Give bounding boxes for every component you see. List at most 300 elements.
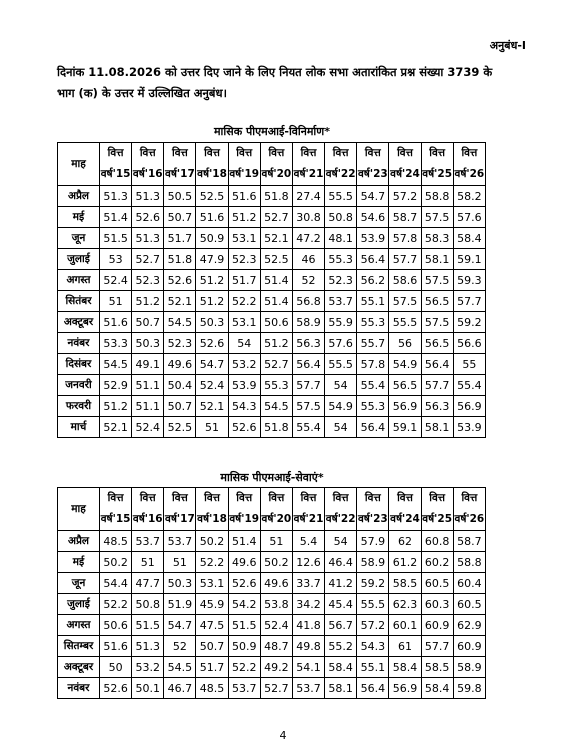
pmi-value-cell: 51.4 xyxy=(260,270,292,291)
pmi-value-cell: 49.6 xyxy=(164,354,196,375)
pmi-value-cell: 53.9 xyxy=(453,417,485,438)
pmi-value-cell: 56.3 xyxy=(421,396,453,417)
pmi-value-cell: 33.7 xyxy=(292,573,324,594)
year-label: वर्ष'18 xyxy=(197,513,227,525)
month-cell: सितम्बर xyxy=(58,636,100,657)
pmi-value-cell: 52.4 xyxy=(196,375,228,396)
pmi-value-cell: 51.2 xyxy=(132,291,164,312)
manufacturing-pmi-table xyxy=(57,142,486,438)
month-cell: मार्च xyxy=(58,417,100,438)
manufacturing-table-title: मासिक पीएमआई-विनिर्माण* xyxy=(213,125,330,138)
pmi-value-cell: 59.1 xyxy=(453,249,485,270)
pmi-value-cell: 58.9 xyxy=(357,552,389,573)
pmi-value-cell: 53.7 xyxy=(325,291,357,312)
pmi-value-cell: 59.2 xyxy=(357,573,389,594)
pmi-value-cell: 58.3 xyxy=(421,228,453,249)
pmi-value-cell: 50.2 xyxy=(196,531,228,552)
pmi-value-cell: 47.9 xyxy=(196,249,228,270)
pmi-value-cell: 46.7 xyxy=(164,678,196,699)
pmi-value-cell: 56.5 xyxy=(421,333,453,354)
pmi-value-cell: 52.6 xyxy=(196,333,228,354)
pmi-value-cell: 52.1 xyxy=(196,396,228,417)
pmi-value-cell: 55.9 xyxy=(325,312,357,333)
month-cell: जून xyxy=(58,228,100,249)
year-label: वर्ष'17 xyxy=(165,513,195,525)
year-column-header xyxy=(389,488,421,531)
pmi-value-cell: 54 xyxy=(325,417,357,438)
fin-label: वित्त xyxy=(332,147,349,159)
pmi-value-cell: 50.3 xyxy=(132,333,164,354)
pmi-value-cell: 60.8 xyxy=(421,531,453,552)
month-cell: जून xyxy=(58,573,100,594)
pmi-value-cell: 56.7 xyxy=(325,615,357,636)
pmi-value-cell: 58.4 xyxy=(325,657,357,678)
pmi-value-cell: 53.7 xyxy=(164,531,196,552)
table-row xyxy=(58,531,486,552)
pmi-value-cell: 52.3 xyxy=(132,270,164,291)
month-cell: नवंबर xyxy=(58,333,100,354)
pmi-value-cell: 56.4 xyxy=(421,354,453,375)
pmi-value-cell: 54.4 xyxy=(100,573,132,594)
pmi-value-cell: 52.6 xyxy=(164,270,196,291)
pmi-value-cell: 12.6 xyxy=(292,552,324,573)
pmi-value-cell: 53.1 xyxy=(228,312,260,333)
pmi-value-cell: 58.5 xyxy=(421,657,453,678)
table-row xyxy=(58,417,486,438)
year-label: वर्ष'22 xyxy=(325,168,356,180)
pmi-value-cell: 55.5 xyxy=(389,312,421,333)
year-label: वर्ष'26 xyxy=(454,513,485,525)
pmi-value-cell: 60.4 xyxy=(453,573,485,594)
services-table-title: मासिक पीएमआई-सेवाएं* xyxy=(220,471,324,484)
month-cell: अगस्त xyxy=(58,615,100,636)
pmi-value-cell: 51 xyxy=(100,291,132,312)
pmi-value-cell: 47.5 xyxy=(196,615,228,636)
pmi-value-cell: 54.3 xyxy=(357,636,389,657)
pmi-value-cell: 59.8 xyxy=(453,678,485,699)
table-row xyxy=(58,249,486,270)
month-cell: जनवरी xyxy=(58,375,100,396)
pmi-value-cell: 62 xyxy=(389,531,421,552)
pmi-value-cell: 55.1 xyxy=(357,291,389,312)
pmi-value-cell: 51.4 xyxy=(100,207,132,228)
pmi-value-cell: 58.4 xyxy=(389,657,421,678)
fin-label: वित्त xyxy=(461,147,478,159)
month-cell: नवंबर xyxy=(58,678,100,699)
table-row xyxy=(58,333,486,354)
year-label: वर्ष'26 xyxy=(454,168,485,180)
pmi-value-cell: 62.3 xyxy=(389,594,421,615)
pmi-value-cell: 54.7 xyxy=(357,186,389,207)
pmi-value-cell: 56.9 xyxy=(453,396,485,417)
pmi-value-cell: 56.5 xyxy=(389,375,421,396)
annex-label: अनुबंध-I xyxy=(489,39,526,52)
pmi-value-cell: 50.1 xyxy=(132,678,164,699)
pmi-value-cell: 46 xyxy=(292,249,324,270)
pmi-value-cell: 58.1 xyxy=(421,249,453,270)
pmi-value-cell: 53.2 xyxy=(132,657,164,678)
pmi-value-cell: 51.6 xyxy=(100,312,132,333)
pmi-value-cell: 51.8 xyxy=(260,186,292,207)
table-row xyxy=(58,354,486,375)
pmi-value-cell: 34.2 xyxy=(292,594,324,615)
pmi-value-cell: 57.5 xyxy=(421,207,453,228)
pmi-value-cell: 57.2 xyxy=(389,186,421,207)
pmi-value-cell: 51 xyxy=(260,531,292,552)
pmi-value-cell: 52.3 xyxy=(164,333,196,354)
pmi-value-cell: 45.9 xyxy=(196,594,228,615)
pmi-value-cell: 48.5 xyxy=(100,531,132,552)
pmi-value-cell: 55.4 xyxy=(453,375,485,396)
table-row xyxy=(58,186,486,207)
table-row xyxy=(58,396,486,417)
month-cell: अप्रैल xyxy=(58,186,100,207)
pmi-value-cell: 57.5 xyxy=(421,270,453,291)
pmi-value-cell: 53.1 xyxy=(228,228,260,249)
fin-label: वित्त xyxy=(364,492,381,504)
year-column-header xyxy=(100,488,132,531)
pmi-value-cell: 52.5 xyxy=(260,249,292,270)
pmi-value-cell: 49.1 xyxy=(132,354,164,375)
pmi-value-cell: 54.9 xyxy=(389,354,421,375)
pmi-value-cell: 50.5 xyxy=(164,186,196,207)
fin-label: वित्त xyxy=(461,492,478,504)
table-row xyxy=(58,594,486,615)
pmi-value-cell: 56.5 xyxy=(421,291,453,312)
month-cell: सितंबर xyxy=(58,291,100,312)
month-cell: अगस्त xyxy=(58,270,100,291)
year-label: वर्ष'25 xyxy=(422,168,452,180)
year-label: वर्ष'22 xyxy=(325,513,356,525)
month-cell: अक्टूबर xyxy=(58,657,100,678)
pmi-value-cell: 57.6 xyxy=(325,333,357,354)
pmi-value-cell: 56 xyxy=(389,333,421,354)
pmi-value-cell: 55.4 xyxy=(292,417,324,438)
pmi-value-cell: 52.2 xyxy=(228,291,260,312)
table-row xyxy=(58,573,486,594)
month-cell: अप्रैल xyxy=(58,531,100,552)
pmi-value-cell: 56.9 xyxy=(389,678,421,699)
table-row xyxy=(58,678,486,699)
pmi-value-cell: 57.7 xyxy=(292,375,324,396)
year-label: वर्ष'16 xyxy=(132,168,163,180)
month-cell: अक्टूबर xyxy=(58,312,100,333)
pmi-value-cell: 47.2 xyxy=(292,228,324,249)
pmi-value-cell: 54 xyxy=(325,375,357,396)
pmi-value-cell: 51.1 xyxy=(132,396,164,417)
pmi-value-cell: 49.8 xyxy=(292,636,324,657)
pmi-value-cell: 55.4 xyxy=(357,375,389,396)
pmi-value-cell: 52.6 xyxy=(228,573,260,594)
pmi-value-cell: 51.4 xyxy=(228,531,260,552)
year-label: वर्ष'15 xyxy=(100,168,131,180)
year-label: वर्ष'18 xyxy=(197,168,227,180)
pmi-value-cell: 54.1 xyxy=(292,657,324,678)
pmi-value-cell: 52.7 xyxy=(260,678,292,699)
year-column-header xyxy=(421,488,453,531)
pmi-value-cell: 50.2 xyxy=(260,552,292,573)
year-column-header xyxy=(389,143,421,186)
table-row xyxy=(58,657,486,678)
pmi-value-cell: 52.3 xyxy=(228,249,260,270)
year-label: वर्ष'19 xyxy=(229,513,260,525)
fin-label: वित्त xyxy=(397,147,413,159)
pmi-value-cell: 58.9 xyxy=(292,312,324,333)
pmi-value-cell: 53.9 xyxy=(357,228,389,249)
pmi-value-cell: 50.7 xyxy=(164,207,196,228)
pmi-value-cell: 51.5 xyxy=(132,615,164,636)
pmi-value-cell: 47.7 xyxy=(132,573,164,594)
pmi-value-cell: 60.2 xyxy=(421,552,453,573)
pmi-value-cell: 58.4 xyxy=(421,678,453,699)
pmi-value-cell: 51.2 xyxy=(228,207,260,228)
pmi-value-cell: 50.7 xyxy=(196,636,228,657)
pmi-value-cell: 51.6 xyxy=(100,636,132,657)
pmi-value-cell: 60.9 xyxy=(421,615,453,636)
table-row xyxy=(58,270,486,291)
pmi-value-cell: 52.1 xyxy=(260,228,292,249)
pmi-value-cell: 60.9 xyxy=(453,636,485,657)
pmi-value-cell: 51.2 xyxy=(196,270,228,291)
pmi-value-cell: 30.8 xyxy=(292,207,324,228)
pmi-value-cell: 50.6 xyxy=(260,312,292,333)
pmi-value-cell: 51.2 xyxy=(260,333,292,354)
year-label: वर्ष'24 xyxy=(390,513,420,525)
pmi-value-cell: 52.3 xyxy=(325,270,357,291)
pmi-value-cell: 55.3 xyxy=(357,312,389,333)
pmi-value-cell: 51.8 xyxy=(164,249,196,270)
pmi-value-cell: 56.4 xyxy=(357,249,389,270)
pmi-value-cell: 54.7 xyxy=(196,354,228,375)
pmi-value-cell: 51.2 xyxy=(100,396,132,417)
pmi-value-cell: 58.1 xyxy=(325,678,357,699)
pmi-value-cell: 52.2 xyxy=(196,552,228,573)
year-label: वर्ष'23 xyxy=(357,513,388,525)
fin-label: वित्त xyxy=(204,492,220,504)
month-cell: जुलाई xyxy=(58,594,100,615)
fin-label: वित्त xyxy=(300,492,317,504)
pmi-value-cell: 55.3 xyxy=(325,249,357,270)
pmi-value-cell: 60.5 xyxy=(453,594,485,615)
pmi-value-cell: 57.8 xyxy=(357,354,389,375)
pmi-value-cell: 53.3 xyxy=(100,333,132,354)
year-label: वर्ष'19 xyxy=(229,168,260,180)
month-cell: फरवरी xyxy=(58,396,100,417)
fin-label: वित्त xyxy=(268,147,285,159)
year-label: वर्ष'17 xyxy=(165,168,195,180)
pmi-value-cell: 51 xyxy=(164,552,196,573)
pmi-value-cell: 51.6 xyxy=(196,207,228,228)
pmi-value-cell: 54.6 xyxy=(357,207,389,228)
year-column-header xyxy=(357,488,389,531)
pmi-value-cell: 62.9 xyxy=(453,615,485,636)
pmi-value-cell: 51.7 xyxy=(196,657,228,678)
fin-label: वित्त xyxy=(204,147,220,159)
month-cell: मई xyxy=(58,552,100,573)
pmi-value-cell: 61.2 xyxy=(389,552,421,573)
month-column-header: माह xyxy=(58,488,100,531)
pmi-value-cell: 52.7 xyxy=(260,354,292,375)
pmi-value-cell: 51.3 xyxy=(132,636,164,657)
year-column-header xyxy=(100,143,132,186)
pmi-value-cell: 54.5 xyxy=(260,396,292,417)
pmi-value-cell: 52.6 xyxy=(100,678,132,699)
table-row xyxy=(58,207,486,228)
pmi-value-cell: 41.2 xyxy=(325,573,357,594)
pmi-value-cell: 50.7 xyxy=(132,312,164,333)
pmi-value-cell: 51.5 xyxy=(228,615,260,636)
pmi-value-cell: 57.8 xyxy=(389,228,421,249)
pmi-value-cell: 60.1 xyxy=(389,615,421,636)
year-label: वर्ष'15 xyxy=(100,513,131,525)
pmi-value-cell: 56.4 xyxy=(292,354,324,375)
year-column-header xyxy=(453,143,485,186)
pmi-value-cell: 50.8 xyxy=(132,594,164,615)
month-cell: जुलाई xyxy=(58,249,100,270)
fin-label: वित्त xyxy=(300,147,317,159)
pmi-value-cell: 52.4 xyxy=(132,417,164,438)
pmi-value-cell: 53.7 xyxy=(132,531,164,552)
pmi-value-cell: 48.1 xyxy=(325,228,357,249)
pmi-value-cell: 49.6 xyxy=(228,552,260,573)
table-row xyxy=(58,552,486,573)
year-label: वर्ष'25 xyxy=(422,513,452,525)
header-row xyxy=(58,488,486,531)
pmi-value-cell: 52 xyxy=(164,636,196,657)
pmi-value-cell: 50.9 xyxy=(228,636,260,657)
pmi-value-cell: 57.7 xyxy=(453,291,485,312)
year-column-header xyxy=(292,488,324,531)
pmi-value-cell: 55.3 xyxy=(357,396,389,417)
year-column-header xyxy=(260,488,292,531)
pmi-value-cell: 56.2 xyxy=(357,270,389,291)
pmi-value-cell: 55.3 xyxy=(260,375,292,396)
fin-label: वित्त xyxy=(139,147,156,159)
year-column-header xyxy=(325,143,357,186)
year-column-header xyxy=(421,143,453,186)
pmi-value-cell: 51.3 xyxy=(132,228,164,249)
pmi-value-cell: 53.1 xyxy=(196,573,228,594)
pmi-value-cell: 56.4 xyxy=(357,417,389,438)
pmi-value-cell: 54.5 xyxy=(100,354,132,375)
fin-label: वित्त xyxy=(364,147,381,159)
pmi-value-cell: 56.4 xyxy=(357,678,389,699)
intro-paragraph: दिनांक 11.08.2026 को उत्तर दिए जाने के लिए नियत लोक सभा अतारांकित प्रश्न संख्या 3739 के भाग (क) के उत्तर में उल्लिखित अनुबंध। xyxy=(57,65,493,100)
pmi-value-cell: 57.5 xyxy=(292,396,324,417)
fin-label: वित्त xyxy=(397,492,413,504)
pmi-value-cell: 55.1 xyxy=(357,657,389,678)
fin-label: वित्त xyxy=(268,492,285,504)
pmi-value-cell: 58.6 xyxy=(389,270,421,291)
pmi-value-cell: 51.4 xyxy=(260,291,292,312)
pmi-value-cell: 55 xyxy=(453,354,485,375)
pmi-value-cell: 50.9 xyxy=(196,228,228,249)
pmi-value-cell: 52.5 xyxy=(196,186,228,207)
pmi-value-cell: 51.1 xyxy=(132,375,164,396)
pmi-value-cell: 54.7 xyxy=(164,615,196,636)
year-column-header xyxy=(292,143,324,186)
pmi-value-cell: 51 xyxy=(196,417,228,438)
month-column-header: माह xyxy=(58,143,100,186)
pmi-value-cell: 53 xyxy=(100,249,132,270)
pmi-value-cell: 56.6 xyxy=(453,333,485,354)
pmi-value-cell: 52.9 xyxy=(100,375,132,396)
pmi-value-cell: 51.3 xyxy=(132,186,164,207)
year-column-header xyxy=(132,488,164,531)
pmi-value-cell: 45.4 xyxy=(325,594,357,615)
pmi-value-cell: 53.7 xyxy=(228,678,260,699)
pmi-value-cell: 49.6 xyxy=(260,573,292,594)
pmi-value-cell: 53.2 xyxy=(228,354,260,375)
pmi-value-cell: 55.5 xyxy=(325,186,357,207)
fin-label: वित्त xyxy=(139,492,156,504)
year-label: वर्ष'21 xyxy=(293,168,324,180)
pmi-value-cell: 5.4 xyxy=(292,531,324,552)
pmi-value-cell: 58.4 xyxy=(453,228,485,249)
fin-label: वित्त xyxy=(107,147,124,159)
pmi-value-cell: 56.3 xyxy=(292,333,324,354)
pmi-value-cell: 59.3 xyxy=(453,270,485,291)
pmi-value-cell: 57.2 xyxy=(357,615,389,636)
pmi-value-cell: 53.8 xyxy=(260,594,292,615)
pmi-value-cell: 51.8 xyxy=(260,417,292,438)
pmi-value-cell: 56.8 xyxy=(292,291,324,312)
year-label: वर्ष'20 xyxy=(261,168,292,180)
pmi-value-cell: 58.1 xyxy=(421,417,453,438)
header-row xyxy=(58,143,486,186)
pmi-value-cell: 55.7 xyxy=(357,333,389,354)
year-label: वर्ष'23 xyxy=(357,168,388,180)
pmi-value-cell: 58.8 xyxy=(421,186,453,207)
table-row xyxy=(58,636,486,657)
pmi-value-cell: 54 xyxy=(325,531,357,552)
pmi-value-cell: 57.5 xyxy=(421,312,453,333)
month-cell: मई xyxy=(58,207,100,228)
pmi-value-cell: 51.5 xyxy=(100,228,132,249)
pmi-value-cell: 58.8 xyxy=(453,552,485,573)
pmi-value-cell: 55.2 xyxy=(325,636,357,657)
pmi-value-cell: 58.9 xyxy=(453,657,485,678)
pmi-value-cell: 50.2 xyxy=(100,552,132,573)
pmi-value-cell: 52.6 xyxy=(132,207,164,228)
year-column-header xyxy=(132,143,164,186)
table-row xyxy=(58,375,486,396)
year-label: वर्ष'24 xyxy=(390,168,420,180)
pmi-value-cell: 52 xyxy=(292,270,324,291)
pmi-value-cell: 53.7 xyxy=(292,678,324,699)
pmi-value-cell: 54 xyxy=(228,333,260,354)
pmi-value-cell: 51.7 xyxy=(228,270,260,291)
fin-label: वित्त xyxy=(332,492,349,504)
pmi-value-cell: 46.4 xyxy=(325,552,357,573)
pmi-value-cell: 50.3 xyxy=(196,312,228,333)
fin-label: वित्त xyxy=(236,147,253,159)
pmi-value-cell: 48.5 xyxy=(196,678,228,699)
pmi-value-cell: 57.5 xyxy=(389,291,421,312)
fin-label: वित्त xyxy=(236,492,253,504)
fin-label: वित्त xyxy=(429,492,446,504)
pmi-value-cell: 57.6 xyxy=(453,207,485,228)
pmi-value-cell: 58.2 xyxy=(453,186,485,207)
year-column-header xyxy=(357,143,389,186)
year-label: वर्ष'16 xyxy=(132,513,163,525)
pmi-value-cell: 48.7 xyxy=(260,636,292,657)
year-column-header xyxy=(260,143,292,186)
fin-label: वित्त xyxy=(107,492,124,504)
pmi-value-cell: 59.2 xyxy=(453,312,485,333)
pmi-value-cell: 50.3 xyxy=(164,573,196,594)
pmi-value-cell: 58.5 xyxy=(389,573,421,594)
